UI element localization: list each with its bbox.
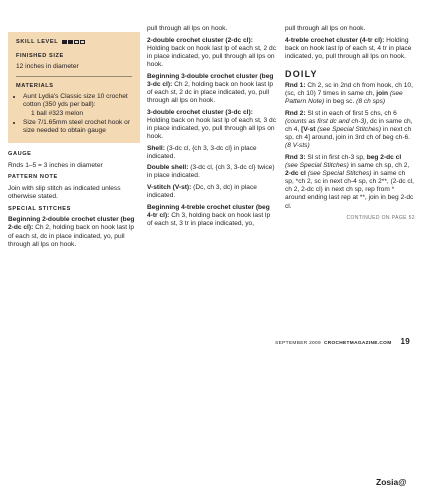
skill-level-label: SKILL LEVEL bbox=[16, 39, 59, 45]
box-divider bbox=[16, 76, 132, 77]
materials-list bbox=[16, 93, 132, 134]
stitch-beg-2dc-cl: Beginning 2-double crochet cluster (beg 2-dc cl): Ch 2, holding back on hook last lp of each st, dc in place indicated, yo, pull through all lps on hook. bbox=[8, 216, 135, 248]
continued-note: CONTINUED ON PAGE 52 bbox=[346, 215, 415, 222]
round-1: Rnd 1: Ch 2, sc in 2nd ch from hook, ch 10, (sc, ch 10) 7 times in same ch, join (see Pattern Note) in beg sc. (8 ch sps) bbox=[285, 82, 413, 106]
materials-label: MATERIALS bbox=[16, 83, 54, 90]
stitch-4tr-cl: 4-treble crochet cluster (4-tr cl): Holding back on hook last lp of each st, 4 tr in place indicated, yo, pull through all lps on hook. bbox=[285, 36, 412, 60]
stitch-beg-2dc-cl-continued: pull through all lps on hook. bbox=[147, 25, 228, 32]
stitch-2dc-cl: 2-double crochet cluster (2-dc cl): Holding back on hook last lp of each st, 2 dc in place indicated, yo, pull through all lps on hook. bbox=[147, 36, 277, 68]
skill-level-meter bbox=[62, 40, 85, 44]
material-item: • Aunt Lydia's Classic size 10 crochet cotton (350 yds per ball): 1 ball #323 melon bbox=[23, 93, 132, 117]
skill-level-segment bbox=[74, 40, 79, 44]
doily-heading: DOILY bbox=[285, 68, 318, 79]
skill-level-segment bbox=[62, 40, 67, 44]
pattern-note-label: PATTERN NOTE bbox=[8, 174, 58, 181]
website-name: CROCHETMAGAZINE.COM bbox=[323, 341, 392, 346]
stitch-shell: Shell: (3-dc cl, {ch 3, 3-dc cl} in place indicated. bbox=[147, 144, 257, 160]
round-3: Rnd 3: Sl st in first ch-3 sp, beg 2-dc cl (see Special Stitches) in same ch sp, ch 2, 2-dc cl (see Special Stitches) in same ch sp, *ch 2, sc in next ch-4 sp, ch 2**, (2-dc cl, ch 2, 2-dc cl) in next ch sp, rep from * around ending last rep at **, join in beg 2-dc cl. bbox=[285, 154, 414, 210]
stitch-v-st: V-stitch (V-st): (Dc, ch 3, dc) in place indicated. bbox=[147, 184, 257, 200]
skill-level-segment bbox=[80, 40, 85, 44]
middle-column bbox=[147, 25, 277, 232]
gauge-label: GAUGE bbox=[8, 150, 32, 157]
left-column bbox=[8, 32, 140, 252]
round-2: Rnd 2: Sl st in each of first 5 chs, ch 6 (counts as first dc and ch-3), dc in same ch, ch 4, [V-st (see Special Stitches) in next ch sp, ch 4] around, join in 3rd ch of beg ch-6. (8 V-sts) bbox=[285, 109, 413, 150]
stitch-beg-4tr-cl-continued: pull through all lps on hook. bbox=[285, 25, 366, 32]
skill-level-row bbox=[16, 38, 132, 46]
page-footer bbox=[274, 337, 410, 346]
stitch-beg-3dc-cl: Beginning 3-double crochet cluster (beg 3-dc cl): Ch 2, holding back on hook last lp of each st, 2 dc in place indicated, yo, pull through all lps on hook. bbox=[147, 72, 274, 104]
issue-date: SEPTEMBER 2009 bbox=[275, 341, 321, 346]
page-number: 19 bbox=[400, 337, 410, 346]
finished-size-label: FINISHED SIZE bbox=[16, 53, 64, 60]
material-item: • Size 7/1.65mm steel crochet hook or size needed to obtain gauge bbox=[23, 119, 132, 135]
stitch-3dc-cl: 3-double crochet cluster (3-dc cl): Holding back on hook last lp of each st, 3 dc in place indicated, yo, pull through all lps on hook. bbox=[147, 108, 277, 140]
finished-size-value: 12 inches in diameter bbox=[16, 63, 79, 71]
skill-level-segment bbox=[68, 40, 73, 44]
pattern-note-text: Join with slip stitch as indicated unless otherwise stated. bbox=[8, 184, 121, 200]
stitch-double-shell: Double shell: (3-dc cl, {ch 3, 3-dc cl} twice) in place indicated. bbox=[147, 164, 275, 180]
stitch-beg-4tr-cl: Beginning 4-treble crochet cluster (beg 4-tr cl): Ch 3, holding back on hook last lp of each st, 3 tr in place indicated, yo, bbox=[147, 203, 271, 228]
gauge-text: Rnds 1–5 = 3 inches in diameter bbox=[8, 161, 103, 169]
uploader-signature: Zosia@ bbox=[376, 477, 407, 487]
special-stitches-label: SPECIAL STITCHES bbox=[8, 205, 71, 212]
right-column bbox=[285, 25, 415, 222]
info-sidebar-box bbox=[8, 32, 140, 143]
